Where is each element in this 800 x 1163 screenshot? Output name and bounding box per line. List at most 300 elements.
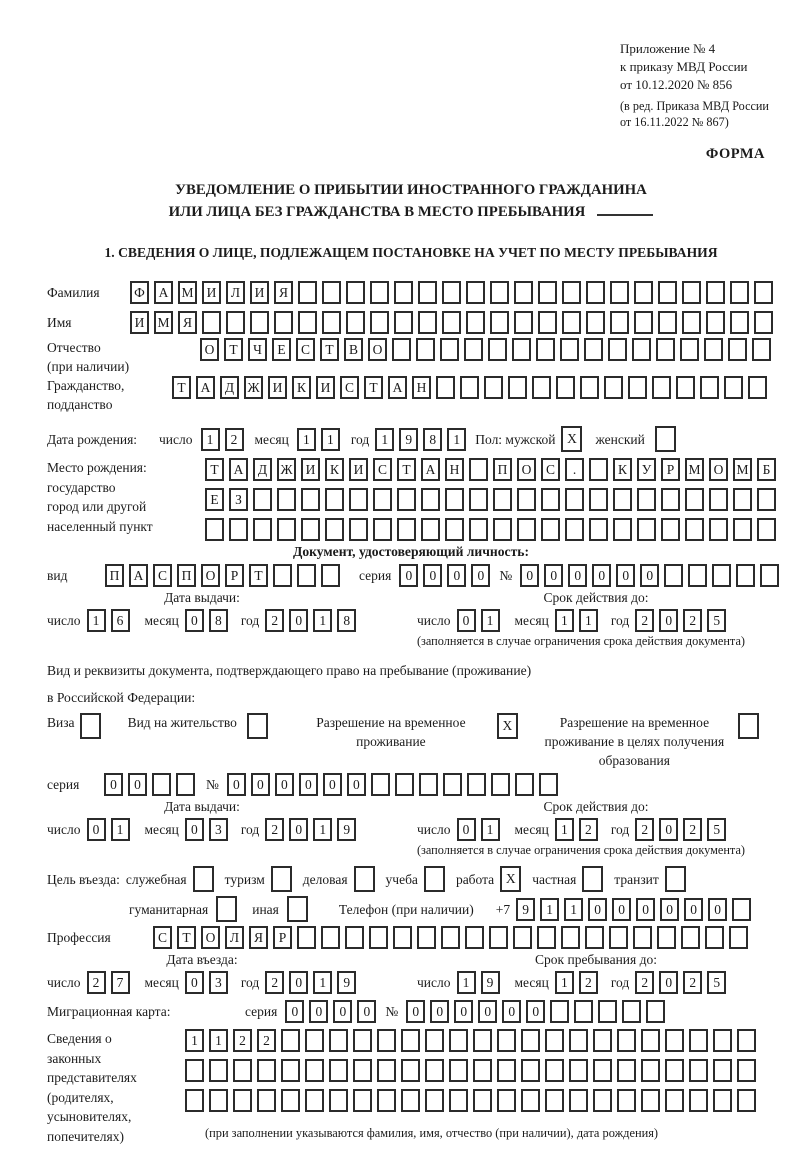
char-cell[interactable] — [321, 564, 340, 587]
char-cell[interactable] — [713, 1089, 732, 1112]
char-cell[interactable]: Д — [253, 458, 272, 481]
char-cell[interactable]: 9 — [337, 971, 356, 994]
char-cell[interactable] — [598, 1000, 617, 1023]
char-cell[interactable] — [490, 311, 509, 334]
char-cell[interactable]: С — [373, 458, 392, 481]
char-cell[interactable]: 0 — [454, 1000, 473, 1023]
char-cell[interactable] — [682, 311, 701, 334]
char-cell[interactable] — [521, 1089, 540, 1112]
char-cell[interactable] — [321, 926, 340, 949]
char-cell[interactable]: О — [200, 338, 219, 361]
char-cell[interactable] — [473, 1029, 492, 1052]
char-cell[interactable] — [632, 338, 651, 361]
char-cell[interactable]: 1 — [540, 898, 559, 921]
char-cell[interactable]: 5 — [707, 971, 726, 994]
char-cell[interactable]: И — [301, 458, 320, 481]
char-cell[interactable] — [425, 1059, 444, 1082]
char-cell[interactable] — [466, 281, 485, 304]
char-cell[interactable] — [253, 518, 272, 541]
char-cell[interactable] — [440, 338, 459, 361]
char-cell[interactable] — [617, 1029, 636, 1052]
char-cell[interactable] — [538, 281, 557, 304]
purpose-work-checkbox[interactable] — [500, 866, 526, 892]
given-name-cells[interactable] — [130, 311, 778, 334]
char-cell[interactable]: 9 — [481, 971, 500, 994]
char-cell[interactable] — [329, 1089, 348, 1112]
char-cell[interactable]: 1 — [579, 609, 598, 632]
char-cell[interactable] — [490, 281, 509, 304]
char-cell[interactable]: Р — [225, 564, 244, 587]
char-cell[interactable] — [565, 518, 584, 541]
char-cell[interactable] — [586, 281, 605, 304]
char-cell[interactable] — [517, 488, 536, 511]
char-cell[interactable] — [416, 338, 435, 361]
char-cell[interactable] — [441, 926, 460, 949]
char-cell[interactable] — [449, 1029, 468, 1052]
char-cell[interactable] — [401, 1059, 420, 1082]
permit-issue-month-cells[interactable] — [185, 818, 233, 841]
char-cell[interactable]: 0 — [708, 898, 727, 921]
char-cell[interactable] — [277, 518, 296, 541]
char-cell[interactable] — [417, 926, 436, 949]
char-cell[interactable]: Е — [272, 338, 291, 361]
char-cell[interactable] — [634, 311, 653, 334]
char-cell[interactable]: 2 — [683, 971, 702, 994]
char-cell[interactable]: . — [565, 458, 584, 481]
char-cell[interactable] — [646, 1000, 665, 1023]
char-cell[interactable]: И — [349, 458, 368, 481]
char-cell[interactable] — [401, 1029, 420, 1052]
char-cell[interactable] — [608, 338, 627, 361]
char-cell[interactable]: Л — [225, 926, 244, 949]
char-cell[interactable]: 8 — [423, 428, 442, 451]
char-cell[interactable] — [460, 376, 479, 399]
char-cell[interactable] — [589, 488, 608, 511]
char-cell[interactable] — [689, 1059, 708, 1082]
char-cell[interactable]: 0 — [87, 818, 106, 841]
char-cell[interactable]: 1 — [87, 609, 106, 632]
char-cell[interactable] — [676, 376, 695, 399]
birthplace-row3-cells[interactable] — [205, 518, 781, 541]
char-cell[interactable]: Я — [274, 281, 293, 304]
char-cell[interactable]: Я — [178, 311, 197, 334]
char-cell[interactable]: 2 — [683, 609, 702, 632]
char-cell[interactable] — [424, 866, 445, 892]
char-cell[interactable]: 0 — [289, 609, 308, 632]
char-cell[interactable]: Т — [205, 458, 224, 481]
char-cell[interactable] — [729, 926, 748, 949]
char-cell[interactable] — [497, 1059, 516, 1082]
char-cell[interactable]: Б — [757, 458, 776, 481]
char-cell[interactable]: Т — [177, 926, 196, 949]
char-cell[interactable] — [394, 281, 413, 304]
char-cell[interactable]: Ч — [248, 338, 267, 361]
char-cell[interactable]: 0 — [299, 773, 318, 796]
char-cell[interactable] — [541, 488, 560, 511]
char-cell[interactable] — [305, 1089, 324, 1112]
char-cell[interactable]: 2 — [579, 818, 598, 841]
char-cell[interactable] — [395, 773, 414, 796]
char-cell[interactable] — [185, 1059, 204, 1082]
char-cell[interactable]: 0 — [659, 971, 678, 994]
char-cell[interactable]: С — [541, 458, 560, 481]
char-cell[interactable] — [373, 518, 392, 541]
char-cell[interactable]: 9 — [516, 898, 535, 921]
char-cell[interactable] — [610, 311, 629, 334]
stay-day-cells[interactable] — [457, 971, 505, 994]
char-cell[interactable] — [657, 926, 676, 949]
char-cell[interactable]: X — [500, 866, 521, 892]
char-cell[interactable] — [521, 1059, 540, 1082]
char-cell[interactable]: О — [709, 458, 728, 481]
char-cell[interactable] — [445, 518, 464, 541]
char-cell[interactable]: 0 — [185, 971, 204, 994]
char-cell[interactable] — [737, 1089, 756, 1112]
char-cell[interactable] — [346, 311, 365, 334]
char-cell[interactable]: 0 — [544, 564, 563, 587]
permit-number-cells[interactable] — [227, 773, 563, 796]
char-cell[interactable] — [185, 1089, 204, 1112]
char-cell[interactable]: О — [517, 458, 536, 481]
char-cell[interactable]: 1 — [313, 818, 332, 841]
entry-year-cells[interactable] — [265, 971, 361, 994]
residence-permit-checkbox[interactable] — [247, 713, 273, 739]
char-cell[interactable] — [484, 376, 503, 399]
char-cell[interactable]: Н — [412, 376, 431, 399]
char-cell[interactable] — [515, 773, 534, 796]
char-cell[interactable]: 2 — [257, 1029, 276, 1052]
char-cell[interactable] — [322, 281, 341, 304]
char-cell[interactable]: 0 — [333, 1000, 352, 1023]
char-cell[interactable]: 1 — [297, 428, 316, 451]
char-cell[interactable] — [565, 488, 584, 511]
char-cell[interactable] — [449, 1089, 468, 1112]
char-cell[interactable] — [748, 376, 767, 399]
char-cell[interactable]: 0 — [309, 1000, 328, 1023]
char-cell[interactable]: 2 — [635, 609, 654, 632]
char-cell[interactable]: 9 — [399, 428, 418, 451]
char-cell[interactable] — [724, 376, 743, 399]
char-cell[interactable] — [253, 488, 272, 511]
char-cell[interactable] — [562, 281, 581, 304]
purpose-humanitarian-checkbox[interactable] — [216, 896, 242, 922]
char-cell[interactable] — [609, 926, 628, 949]
char-cell[interactable]: 2 — [225, 428, 244, 451]
sex-male-checkbox[interactable] — [561, 426, 587, 452]
char-cell[interactable]: А — [154, 281, 173, 304]
char-cell[interactable] — [689, 1089, 708, 1112]
migcard-number-cells[interactable] — [406, 1000, 670, 1023]
char-cell[interactable]: А — [129, 564, 148, 587]
char-cell[interactable] — [425, 1029, 444, 1052]
char-cell[interactable] — [436, 376, 455, 399]
char-cell[interactable] — [539, 773, 558, 796]
char-cell[interactable] — [641, 1089, 660, 1112]
char-cell[interactable] — [622, 1000, 641, 1023]
char-cell[interactable] — [233, 1089, 252, 1112]
char-cell[interactable] — [713, 1029, 732, 1052]
char-cell[interactable]: 1 — [201, 428, 220, 451]
char-cell[interactable]: 0 — [430, 1000, 449, 1023]
char-cell[interactable]: Н — [445, 458, 464, 481]
char-cell[interactable] — [754, 281, 773, 304]
char-cell[interactable] — [209, 1089, 228, 1112]
char-cell[interactable]: 1 — [313, 971, 332, 994]
char-cell[interactable] — [247, 713, 268, 739]
char-cell[interactable] — [469, 518, 488, 541]
char-cell[interactable] — [273, 564, 292, 587]
permit-series-cells[interactable] — [104, 773, 200, 796]
char-cell[interactable] — [545, 1089, 564, 1112]
char-cell[interactable] — [760, 564, 779, 587]
doc-type-cells[interactable] — [105, 564, 345, 587]
char-cell[interactable]: 1 — [321, 428, 340, 451]
char-cell[interactable] — [233, 1059, 252, 1082]
char-cell[interactable] — [508, 376, 527, 399]
char-cell[interactable] — [641, 1059, 660, 1082]
char-cell[interactable]: 1 — [457, 971, 476, 994]
char-cell[interactable]: 5 — [707, 609, 726, 632]
char-cell[interactable]: X — [497, 713, 518, 739]
char-cell[interactable] — [397, 488, 416, 511]
char-cell[interactable]: 0 — [251, 773, 270, 796]
permit-valid-year-cells[interactable] — [635, 818, 731, 841]
char-cell[interactable]: А — [421, 458, 440, 481]
id-issue-month-cells[interactable] — [185, 609, 233, 632]
char-cell[interactable] — [353, 1059, 372, 1082]
char-cell[interactable] — [421, 488, 440, 511]
char-cell[interactable] — [757, 518, 776, 541]
char-cell[interactable] — [277, 488, 296, 511]
char-cell[interactable] — [628, 376, 647, 399]
char-cell[interactable] — [297, 564, 316, 587]
char-cell[interactable]: И — [250, 281, 269, 304]
char-cell[interactable] — [489, 926, 508, 949]
char-cell[interactable] — [586, 311, 605, 334]
char-cell[interactable]: 0 — [447, 564, 466, 587]
permit-issue-year-cells[interactable] — [265, 818, 361, 841]
char-cell[interactable] — [633, 926, 652, 949]
char-cell[interactable]: 0 — [227, 773, 246, 796]
char-cell[interactable]: 0 — [399, 564, 418, 587]
char-cell[interactable]: Ф — [130, 281, 149, 304]
char-cell[interactable] — [517, 518, 536, 541]
char-cell[interactable] — [637, 488, 656, 511]
char-cell[interactable] — [585, 926, 604, 949]
char-cell[interactable] — [425, 1089, 444, 1112]
char-cell[interactable]: Т — [364, 376, 383, 399]
char-cell[interactable]: 0 — [520, 564, 539, 587]
char-cell[interactable] — [593, 1089, 612, 1112]
temp-residence-edu-checkbox[interactable] — [738, 713, 764, 739]
char-cell[interactable]: 0 — [568, 564, 587, 587]
char-cell[interactable] — [733, 518, 752, 541]
char-cell[interactable] — [305, 1059, 324, 1082]
char-cell[interactable] — [493, 518, 512, 541]
char-cell[interactable]: К — [325, 458, 344, 481]
char-cell[interactable]: 0 — [423, 564, 442, 587]
char-cell[interactable] — [397, 518, 416, 541]
char-cell[interactable] — [377, 1059, 396, 1082]
representatives-row2-cells[interactable] — [185, 1059, 761, 1082]
id-valid-day-cells[interactable] — [457, 609, 505, 632]
char-cell[interactable] — [681, 926, 700, 949]
char-cell[interactable] — [709, 488, 728, 511]
char-cell[interactable] — [617, 1089, 636, 1112]
char-cell[interactable] — [371, 773, 390, 796]
char-cell[interactable]: 0 — [185, 818, 204, 841]
char-cell[interactable] — [589, 518, 608, 541]
char-cell[interactable] — [469, 458, 488, 481]
char-cell[interactable]: 1 — [555, 818, 574, 841]
char-cell[interactable]: 2 — [265, 818, 284, 841]
birthplace-row1-cells[interactable] — [205, 458, 781, 481]
char-cell[interactable]: 0 — [347, 773, 366, 796]
char-cell[interactable]: 0 — [612, 898, 631, 921]
char-cell[interactable]: 1 — [481, 609, 500, 632]
char-cell[interactable] — [465, 926, 484, 949]
purpose-private-checkbox[interactable] — [582, 866, 608, 892]
char-cell[interactable] — [545, 1029, 564, 1052]
char-cell[interactable] — [665, 1089, 684, 1112]
char-cell[interactable] — [689, 1029, 708, 1052]
char-cell[interactable] — [658, 281, 677, 304]
id-issue-year-cells[interactable] — [265, 609, 361, 632]
char-cell[interactable] — [491, 773, 510, 796]
char-cell[interactable] — [685, 518, 704, 541]
char-cell[interactable]: 2 — [233, 1029, 252, 1052]
char-cell[interactable]: 0 — [406, 1000, 425, 1023]
purpose-transit-checkbox[interactable] — [665, 866, 691, 892]
char-cell[interactable]: А — [196, 376, 215, 399]
char-cell[interactable]: 6 — [111, 609, 130, 632]
char-cell[interactable] — [682, 281, 701, 304]
id-valid-year-cells[interactable] — [635, 609, 731, 632]
char-cell[interactable] — [593, 1059, 612, 1082]
char-cell[interactable] — [712, 564, 731, 587]
char-cell[interactable] — [604, 376, 623, 399]
char-cell[interactable]: М — [154, 311, 173, 334]
char-cell[interactable]: А — [388, 376, 407, 399]
char-cell[interactable] — [226, 311, 245, 334]
char-cell[interactable] — [752, 338, 771, 361]
char-cell[interactable]: П — [493, 458, 512, 481]
char-cell[interactable] — [730, 311, 749, 334]
char-cell[interactable] — [582, 866, 603, 892]
char-cell[interactable] — [705, 926, 724, 949]
char-cell[interactable] — [442, 311, 461, 334]
purpose-business-checkbox[interactable] — [354, 866, 380, 892]
char-cell[interactable]: У — [637, 458, 656, 481]
char-cell[interactable]: 2 — [635, 818, 654, 841]
char-cell[interactable] — [250, 311, 269, 334]
char-cell[interactable] — [560, 338, 579, 361]
char-cell[interactable] — [704, 338, 723, 361]
char-cell[interactable]: 9 — [337, 818, 356, 841]
char-cell[interactable] — [613, 488, 632, 511]
char-cell[interactable]: В — [344, 338, 363, 361]
char-cell[interactable] — [656, 338, 675, 361]
char-cell[interactable]: 2 — [635, 971, 654, 994]
char-cell[interactable] — [641, 1029, 660, 1052]
char-cell[interactable] — [443, 773, 462, 796]
purpose-official-checkbox[interactable] — [193, 866, 219, 892]
birth-year-cells[interactable] — [375, 428, 471, 451]
char-cell[interactable]: 1 — [447, 428, 466, 451]
char-cell[interactable] — [574, 1000, 593, 1023]
char-cell[interactable] — [613, 518, 632, 541]
char-cell[interactable]: 0 — [185, 609, 204, 632]
char-cell[interactable] — [271, 866, 292, 892]
representatives-row1-cells[interactable] — [185, 1029, 761, 1052]
char-cell[interactable]: 1 — [111, 818, 130, 841]
char-cell[interactable]: 1 — [555, 971, 574, 994]
char-cell[interactable] — [664, 564, 683, 587]
doc-series-cells[interactable] — [399, 564, 495, 587]
char-cell[interactable]: Д — [220, 376, 239, 399]
char-cell[interactable]: Ж — [277, 458, 296, 481]
char-cell[interactable]: X — [561, 426, 582, 452]
char-cell[interactable]: 1 — [564, 898, 583, 921]
char-cell[interactable] — [353, 1089, 372, 1112]
char-cell[interactable] — [757, 488, 776, 511]
char-cell[interactable]: 0 — [660, 898, 679, 921]
char-cell[interactable] — [737, 1059, 756, 1082]
char-cell[interactable]: 0 — [659, 818, 678, 841]
char-cell[interactable] — [513, 926, 532, 949]
birthplace-row2-cells[interactable] — [205, 488, 781, 511]
char-cell[interactable] — [580, 376, 599, 399]
char-cell[interactable] — [401, 1089, 420, 1112]
char-cell[interactable] — [738, 713, 759, 739]
char-cell[interactable] — [665, 866, 686, 892]
char-cell[interactable] — [393, 926, 412, 949]
char-cell[interactable]: С — [340, 376, 359, 399]
phone-cells[interactable] — [516, 898, 756, 921]
char-cell[interactable] — [305, 1029, 324, 1052]
char-cell[interactable]: 2 — [87, 971, 106, 994]
char-cell[interactable] — [301, 488, 320, 511]
char-cell[interactable] — [449, 1059, 468, 1082]
char-cell[interactable] — [467, 773, 486, 796]
char-cell[interactable] — [665, 1029, 684, 1052]
patronymic-cells[interactable] — [200, 338, 776, 361]
char-cell[interactable]: 1 — [481, 818, 500, 841]
char-cell[interactable]: З — [229, 488, 248, 511]
surname-cells[interactable] — [130, 281, 778, 304]
char-cell[interactable]: 1 — [313, 609, 332, 632]
char-cell[interactable] — [680, 338, 699, 361]
char-cell[interactable] — [569, 1059, 588, 1082]
char-cell[interactable] — [493, 488, 512, 511]
sex-female-checkbox[interactable] — [655, 426, 681, 452]
char-cell[interactable] — [373, 488, 392, 511]
char-cell[interactable] — [736, 564, 755, 587]
char-cell[interactable]: 3 — [209, 971, 228, 994]
char-cell[interactable] — [152, 773, 171, 796]
char-cell[interactable]: О — [201, 926, 220, 949]
char-cell[interactable] — [354, 866, 375, 892]
char-cell[interactable]: 0 — [636, 898, 655, 921]
char-cell[interactable] — [205, 518, 224, 541]
purpose-study-checkbox[interactable] — [424, 866, 450, 892]
char-cell[interactable]: 0 — [616, 564, 635, 587]
temp-residence-checkbox[interactable] — [497, 713, 523, 739]
char-cell[interactable] — [329, 1029, 348, 1052]
char-cell[interactable] — [661, 518, 680, 541]
char-cell[interactable] — [700, 376, 719, 399]
char-cell[interactable] — [346, 281, 365, 304]
